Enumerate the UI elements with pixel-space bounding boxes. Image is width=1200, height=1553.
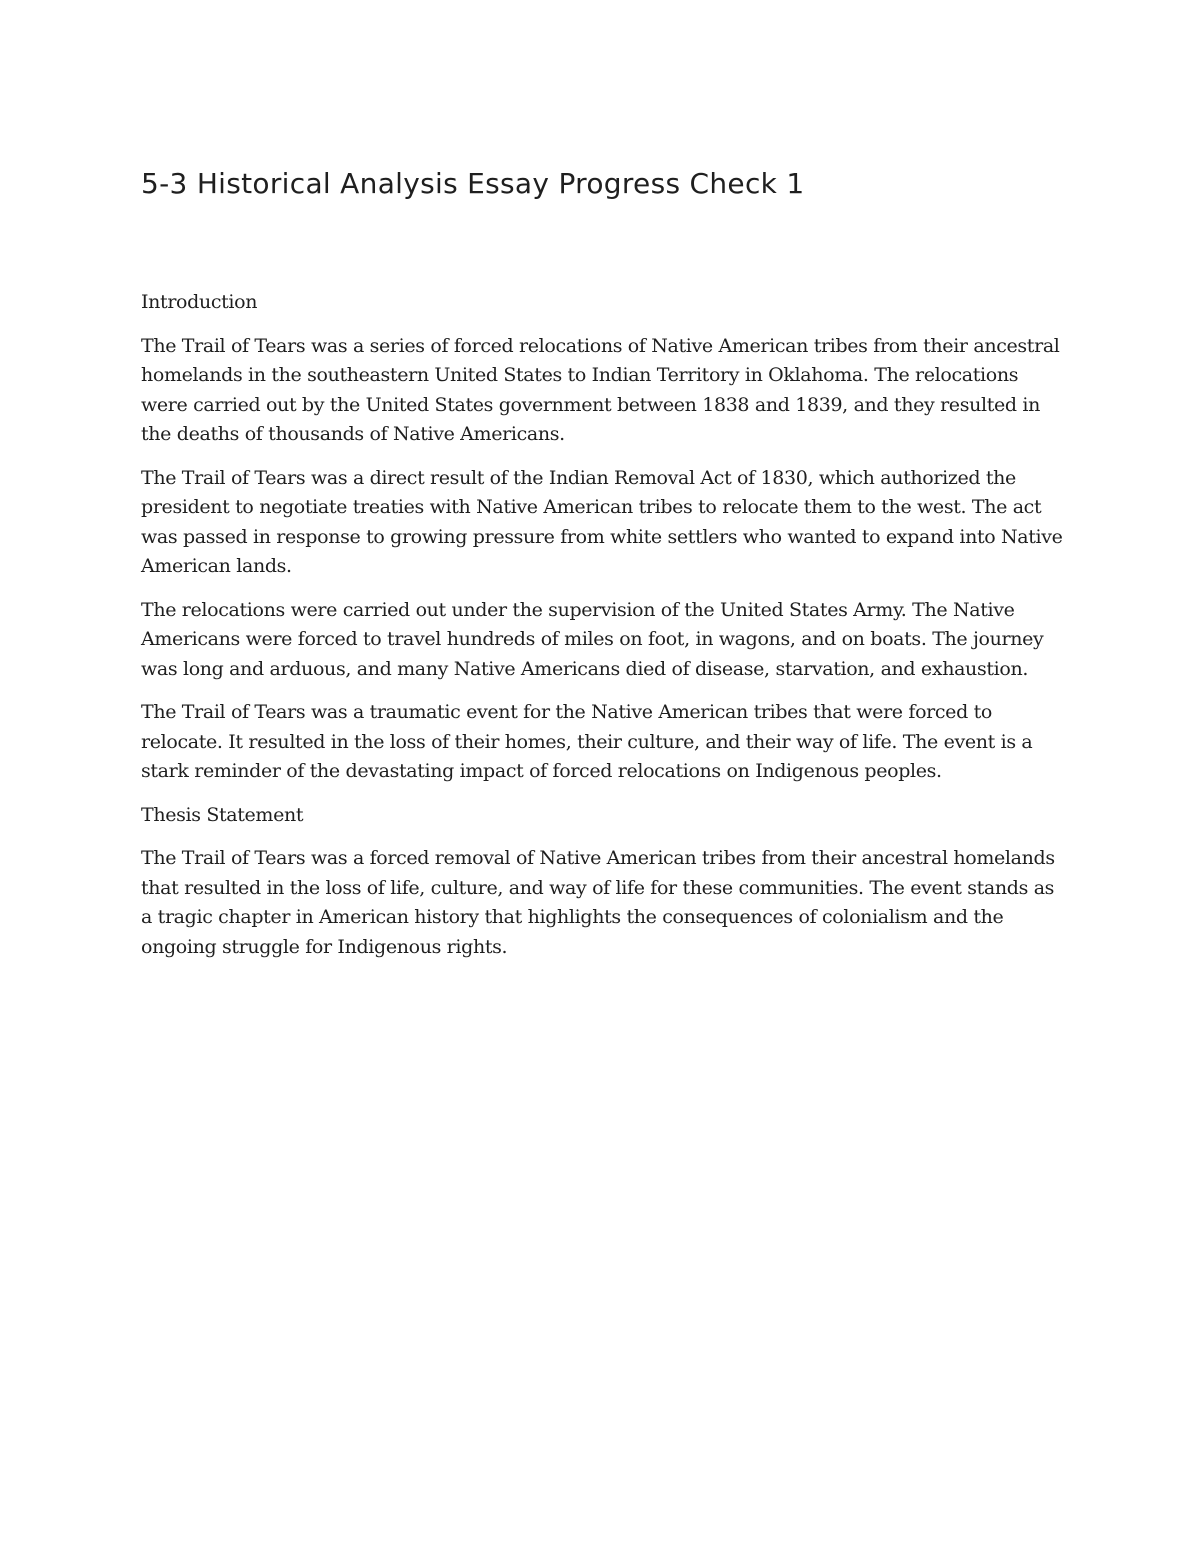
paragraph: The relocations were carried out under the supervision of the United States Army. The Native Americans were forced to travel hundreds of miles on foot, in wagons, and on boats. The journey was long and arduous, and many Native Americans died of disease, starvation, and exhaustion. — [141, 598, 1044, 680]
paragraph: The Trail of Tears was a direct result of the Indian Removal Act of 1830, which authorized the president to negotiate treaties with Native American tribes to relocate them to the west. The act was passed in response to growing pressure from white settlers who wanted to expand into Native American lands. — [141, 466, 1063, 577]
paragraph: The Trail of Tears was a series of forced relocations of Native American tribes from their ancestral homelands in the southeastern United States to Indian Territory in Oklahoma. The relocations were carried out by the United States government between 1838 and 1839, and they resulted in the deaths of thousands of Native Americans. — [141, 334, 1060, 445]
paragraph: The Trail of Tears was a forced removal of Native American tribes from their ancestral homelands that resulted in the loss of life, culture, and way of life for these communities. The event stands as a tragic chapter in American history that highlights the consequences of colonialism and the ongoing struggle for Indigenous rights. — [141, 847, 1055, 958]
section-heading: Thesis Statement — [141, 803, 304, 826]
section-thesis-statement — [141, 801, 1066, 963]
section-introduction — [141, 288, 1066, 787]
document-title: 5-3 Historical Analysis Essay Progress Check 1 — [141, 167, 805, 200]
document-body — [141, 160, 1066, 976]
paragraph: The Trail of Tears was a traumatic event for the Native American tribes that were forced to relocate. It resulted in the loss of their homes, their culture, and their way of life. The event is a stark reminder of the devastating impact of forced relocations on Indigenous peoples. — [141, 701, 1033, 782]
section-heading: Introduction — [141, 291, 258, 313]
